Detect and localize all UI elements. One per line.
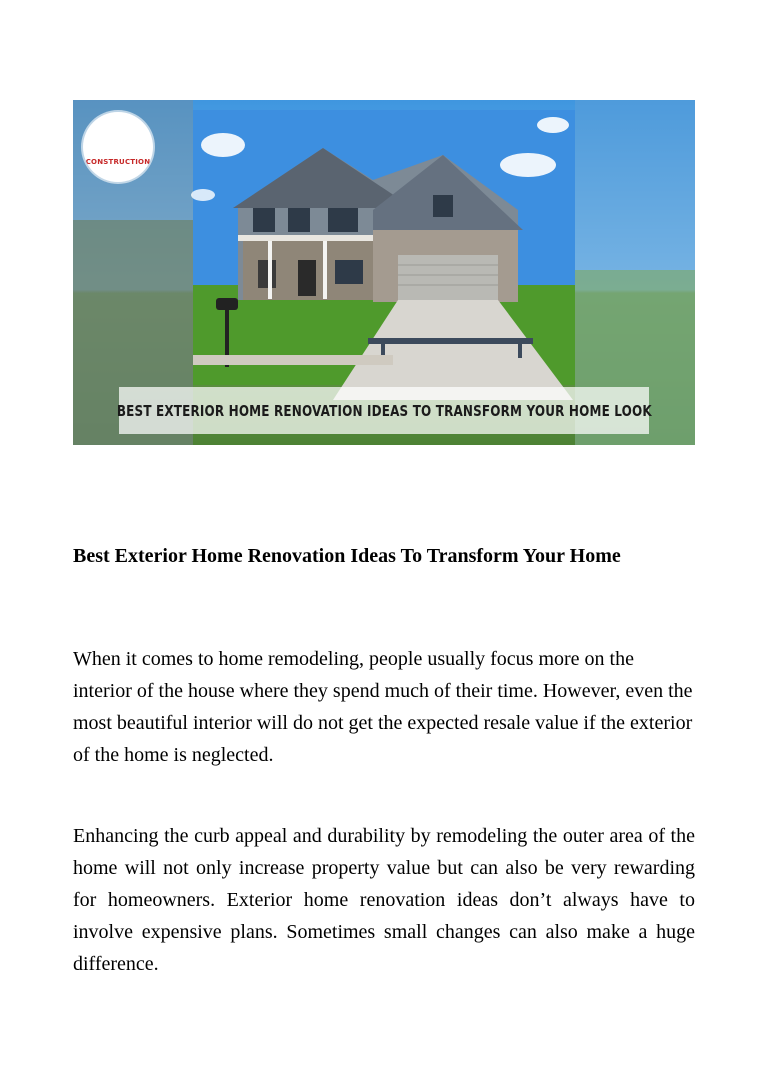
hero-image bbox=[73, 100, 695, 445]
article-paragraph: Enhancing the curb appeal and durability by remodeling the outer area of the home will not only increase property value but can also be very rewarding for homeowners. Exterior home renovation ideas don’t always have to involve expensive plans. Sometimes small changes can also make a huge difference. bbox=[73, 825, 695, 975]
house-roof-icon bbox=[83, 112, 153, 182]
logo-text: CONSTRUCTION bbox=[85, 158, 151, 166]
company-logo bbox=[83, 112, 153, 182]
image-banner bbox=[116, 387, 652, 434]
article-paragraph: When it comes to home remodeling, people usually focus more on the interior of the house where they spend much of their time. However, even the most beautiful interior will do not get the expected resale value if the exterior of the home is neglected. bbox=[73, 648, 693, 766]
banner-text: BEST EXTERIOR HOME RENOVATION IDEAS TO TRANSFORM YOUR HOME LOOK bbox=[116, 401, 652, 420]
article-title: Best Exterior Home Renovation Ideas To Transform Your Home bbox=[73, 545, 621, 567]
